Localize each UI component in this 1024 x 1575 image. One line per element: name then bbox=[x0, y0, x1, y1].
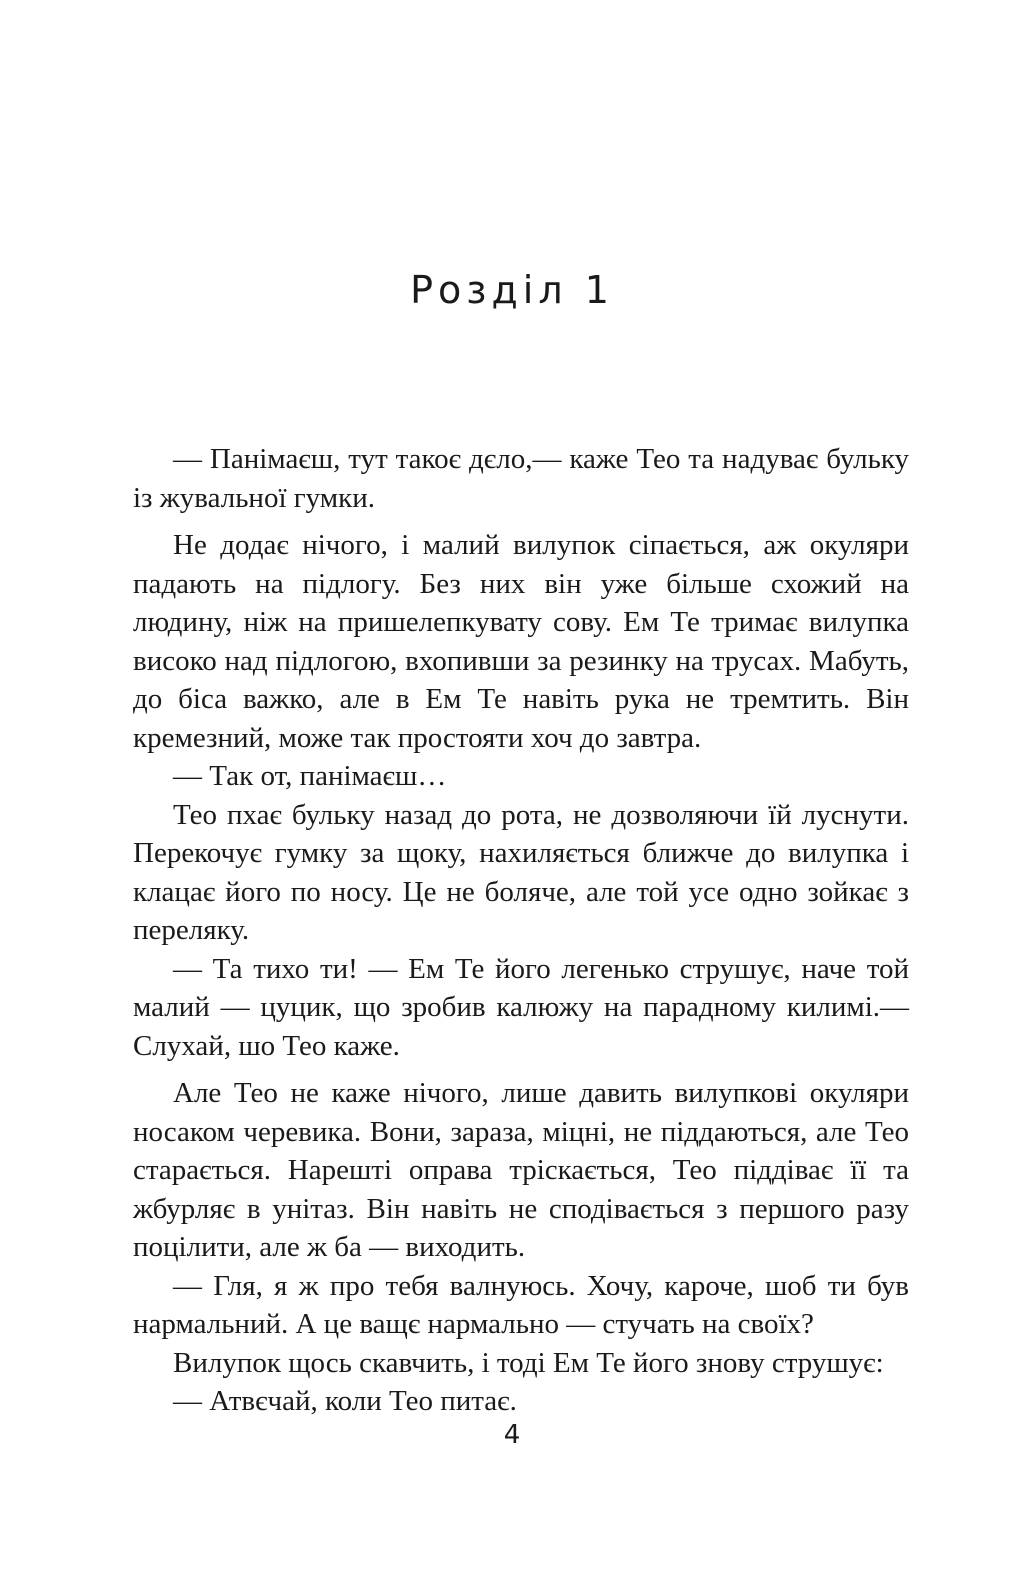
paragraph: — Атвєчай, коли Тео питає. bbox=[173, 1385, 517, 1417]
paragraph: — Та тихо ти! — Ем Те його легенько струшує, наче той малий — цуцик, що зробив калюжу на парадному килимі.— Слухай, шо Тео каже. bbox=[133, 952, 909, 1062]
chapter-title: Розділ 1 bbox=[410, 268, 614, 312]
paragraph: — Гля, я ж про тебя валнуюсь. Хочу, кароче, шоб ти був нармальний. А це ващє нармально — стучать на своїх? bbox=[133, 1269, 909, 1340]
paragraph: — Панімаєш, тут такоє дєло,— каже Тео та надуває бульку із жувальної гумки. bbox=[133, 443, 909, 514]
paragraph: — Так от, панімаєш… bbox=[173, 760, 447, 792]
page-number: 4 bbox=[503, 1420, 521, 1450]
paragraph: Вилупок щось скавчить, і тоді Ем Те його знову струшує: bbox=[173, 1346, 884, 1379]
paragraph: Тео пхає бульку назад до рота, не дозволяючи їй луснути. Перекочує гумку за щоку, нахиляється ближче до вилупка і клацає його по носу. Це не боляче, але той усе одно зойкає з переляку. bbox=[133, 798, 909, 946]
chapter-body bbox=[133, 440, 909, 1421]
paragraph: Не додає нічого, і малий вилупок сіпається, аж окуляри падають на підлогу. Без них він уже більше схожий на людину, ніж на пришелепкувату сову. Ем Те тримає вилупка високо над підлогою, вхопивши за резинку на трусах. Мабуть, до біса важко, але в Ем Те навіть рука не тремтить. Він кремезний, може так простояти хоч до завтра. bbox=[133, 529, 909, 754]
paragraph: Але Тео не каже нічого, лише давить вилупкові окуляри носаком черевика. Вони, зараза, міцні, не піддаються, але Тео старається. Нарешті оправа тріскається, Тео піддіває її та жбурляє в унітаз. Він навіть не сподівається з першого разу поцілити, але ж ба — виходить. bbox=[133, 1077, 909, 1263]
